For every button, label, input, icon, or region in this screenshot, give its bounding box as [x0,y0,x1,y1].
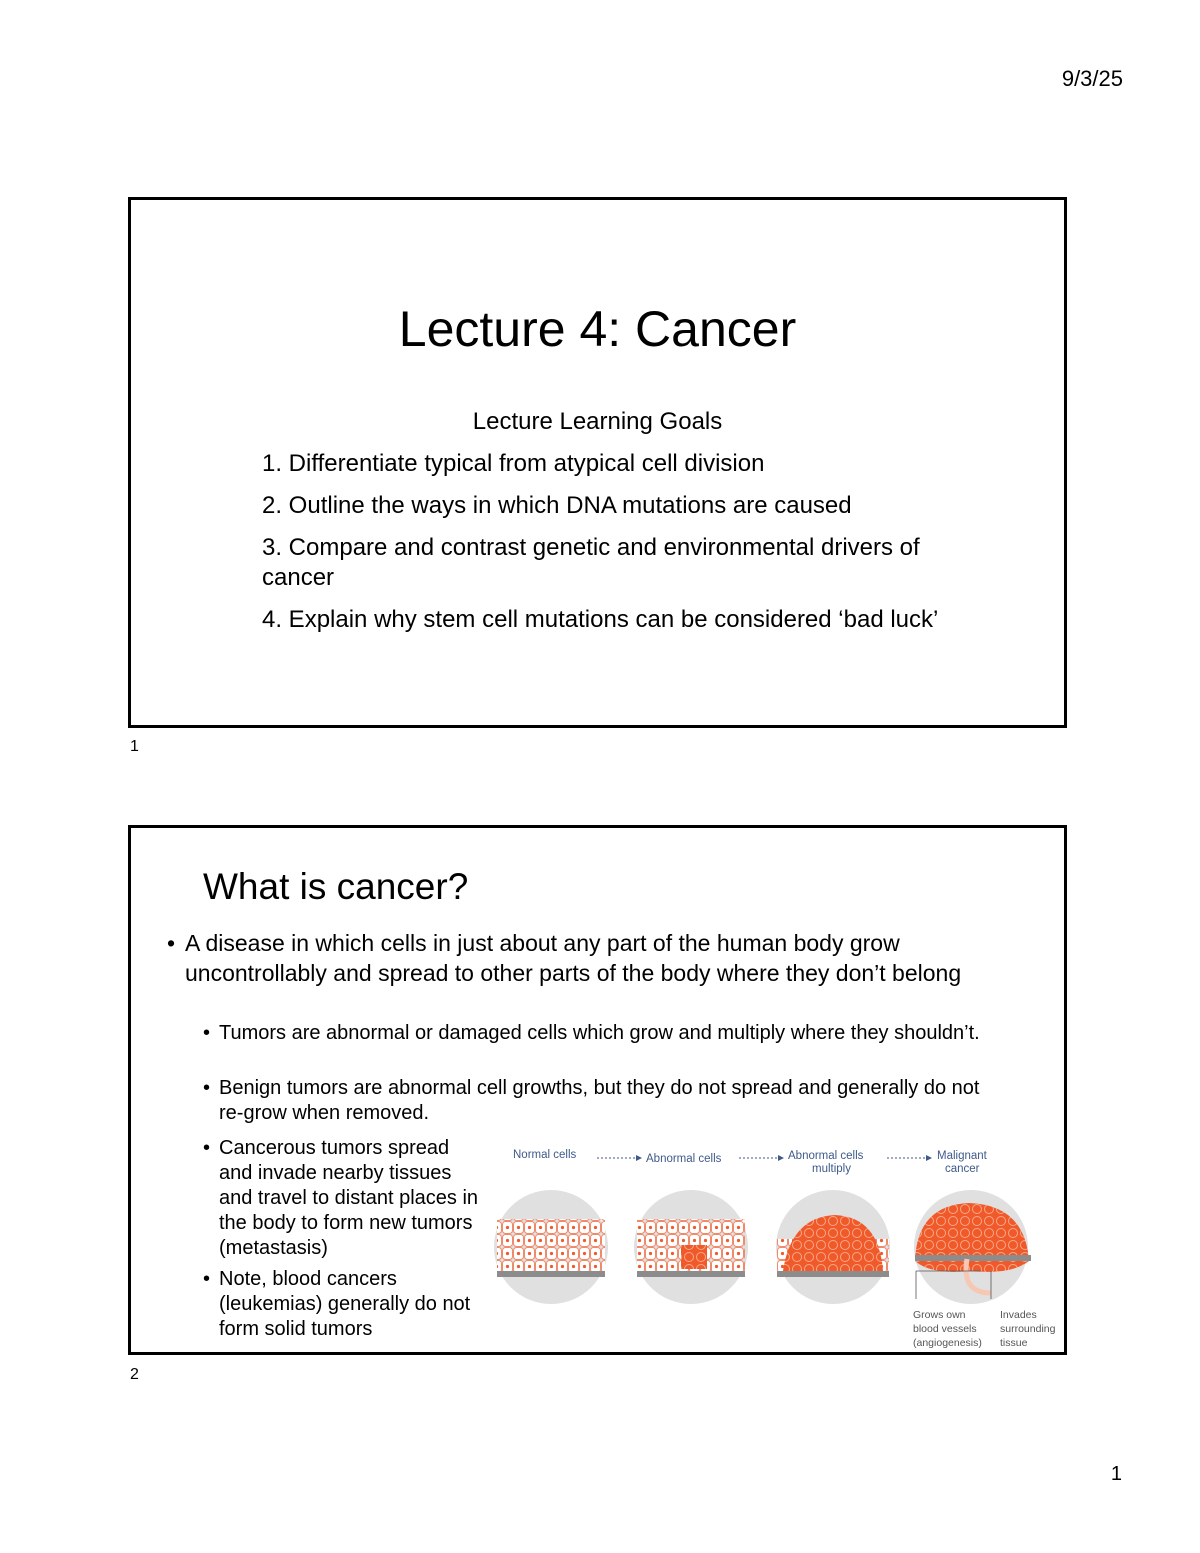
slide-1-number: 1 [130,738,139,755]
learning-goals-heading: Lecture Learning Goals [472,408,723,435]
learning-goal: 1. Differentiate typical from atypical cell division [262,450,765,477]
sub-bullet-text: Cancerous tumors spread and invade nearby tissues and travel to distant places in the body to form new tumors (metastasis) [219,1137,479,1259]
bullet-icon: • [203,1268,211,1290]
annotation-line: surrounding [1000,1323,1056,1335]
cancer-progression-diagram [491,1143,1071,1355]
annotation-line: Grows own [913,1309,966,1321]
annotation-line: tissue [1000,1337,1028,1349]
learning-goals-list [262,449,942,647]
slide-1 [128,197,1067,728]
page-number: 1 [1110,1463,1122,1485]
learning-goal: 4. Explain why stem cell mutations can be considered ‘bad luck’ [262,606,939,633]
abnormal-cells-multiply-illustration [776,1190,890,1304]
sub-bullet [203,1267,483,1342]
sub-bullet-text: Benign tumors are abnormal cell growths, but they do not spread and generally do not re-grow when removed. [219,1077,980,1124]
stage-label-line: multiply [812,1163,851,1175]
main-bullet [167,928,997,988]
learning-goal: 3. Compare and contrast genetic and environmental drivers of cancer [262,534,920,591]
slide-2-title: What is cancer? [203,866,469,907]
stage-label-line: Malignant [937,1150,987,1162]
annotation-invades [1000,1309,1058,1349]
bullet-icon: • [203,1022,211,1044]
stage-label [788,1150,864,1175]
annotation-line: blood vessels [913,1323,977,1335]
sub-bullet [203,1136,483,1261]
stage-label: Normal cells [513,1149,577,1161]
bullet-icon: • [167,930,176,956]
malignant-cancer-illustration [914,1190,1031,1304]
stage-label [937,1150,988,1175]
stage-label-line: Abnormal cells [788,1150,864,1162]
sub-bullet [203,1076,1003,1126]
bullet-icon: • [203,1077,211,1099]
bullet-icon: • [203,1137,211,1159]
annotation-angiogenesis [913,1309,982,1349]
stage-label-line: cancer [945,1163,980,1175]
abnormal-cells-illustration [634,1190,748,1304]
learning-goal: 2. Outline the ways in which DNA mutations are caused [262,492,852,519]
slide-2 [128,825,1067,1355]
slide-1-title: Lecture 4: Cancer [398,301,797,357]
stage-label: Abnormal cells [646,1153,722,1165]
annotation-line: Invades [1000,1309,1037,1321]
sub-bullet [203,1021,1003,1046]
annotation-line: (angiogenesis) [913,1337,982,1349]
header-date: 9/3/25 [1061,66,1123,91]
sub-bullet-text: Tumors are abnormal or damaged cells which grow and multiply where they shouldn’t. [219,1022,980,1044]
slide-2-number: 2 [130,1366,139,1383]
normal-cells-illustration [494,1190,608,1304]
sub-bullet-text: Note, blood cancers (leukemias) generally do not form solid tumors [219,1268,471,1340]
main-bullet-text: A disease in which cells in just about any part of the human body grow uncontrollably and spread to other parts of the body where they don’t belong [185,930,962,986]
